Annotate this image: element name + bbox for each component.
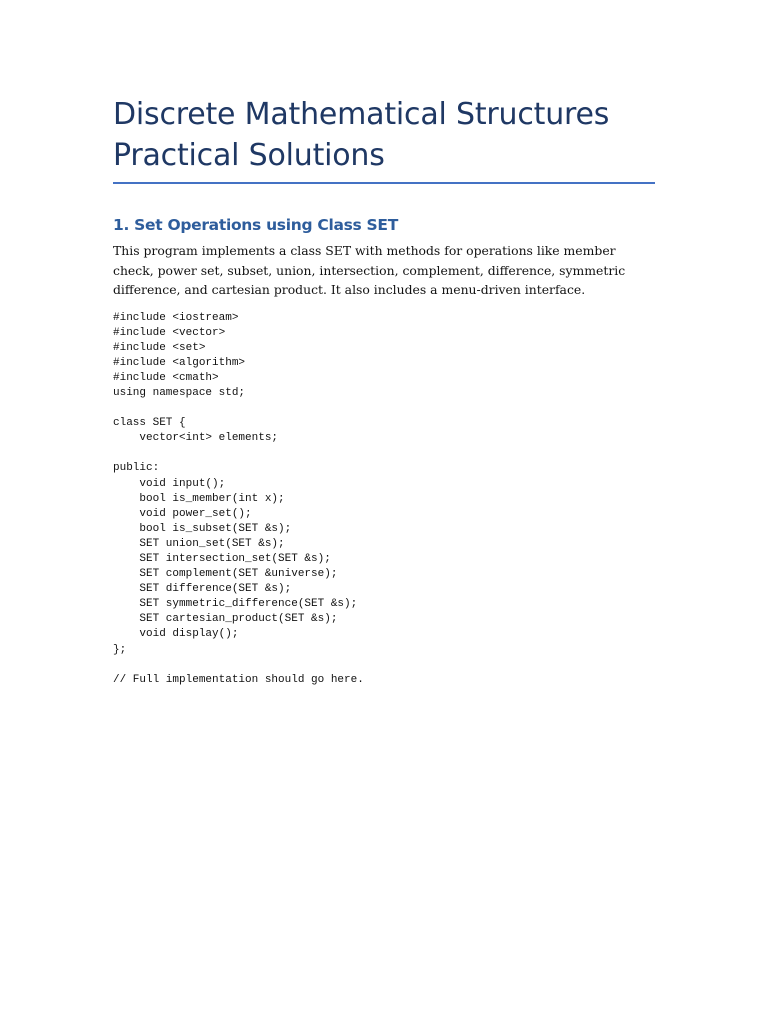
code-line: }; bbox=[113, 643, 127, 656]
code-line: using namespace std; bbox=[113, 386, 246, 399]
code-line: bool is_member(int x); bbox=[113, 492, 285, 505]
code-line: SET union_set(SET &s); bbox=[113, 537, 285, 550]
document-page bbox=[113, 94, 655, 688]
code-line: SET cartesian_product(SET &s); bbox=[113, 613, 338, 626]
code-line-blank bbox=[113, 658, 655, 673]
code-line: SET symmetric_difference(SET &s); bbox=[113, 598, 358, 611]
document-title bbox=[113, 94, 655, 176]
code-line: #include <iostream> bbox=[113, 311, 239, 324]
code-line: bool is_subset(SET &s); bbox=[113, 522, 292, 535]
code-line: void input(); bbox=[113, 477, 226, 490]
section-heading: 1. Set Operations using Class SET bbox=[113, 216, 398, 234]
code-block bbox=[113, 311, 655, 688]
code-line: vector<int> elements; bbox=[113, 432, 279, 445]
code-line: #include <cmath> bbox=[113, 371, 219, 384]
code-line: SET difference(SET &s); bbox=[113, 583, 292, 596]
document-title-line-2: Practical Solutions bbox=[113, 138, 385, 173]
code-line: SET complement(SET &universe); bbox=[113, 568, 338, 581]
title-underline-divider bbox=[113, 182, 655, 184]
code-line-blank bbox=[113, 446, 655, 461]
code-line-blank bbox=[113, 401, 655, 416]
code-line: #include <vector> bbox=[113, 326, 226, 339]
document-title-line-1: Discrete Mathematical Structures bbox=[113, 97, 610, 132]
code-line: #include <set> bbox=[113, 341, 206, 354]
code-comment-line: // Full implementation should go here. bbox=[113, 673, 364, 686]
code-line: void display(); bbox=[113, 628, 239, 641]
code-line: #include <algorithm> bbox=[113, 356, 246, 369]
code-line: void power_set(); bbox=[113, 507, 252, 520]
section-description: This program implements a class SET with methods for operations like member check, power set, subset, union, intersection, complement, difference, symmetric difference, and cartesian product. It also includes a menu-driven interface. bbox=[113, 243, 626, 297]
code-line: public: bbox=[113, 462, 160, 475]
code-line: class SET { bbox=[113, 417, 186, 430]
code-line: SET intersection_set(SET &s); bbox=[113, 553, 331, 565]
